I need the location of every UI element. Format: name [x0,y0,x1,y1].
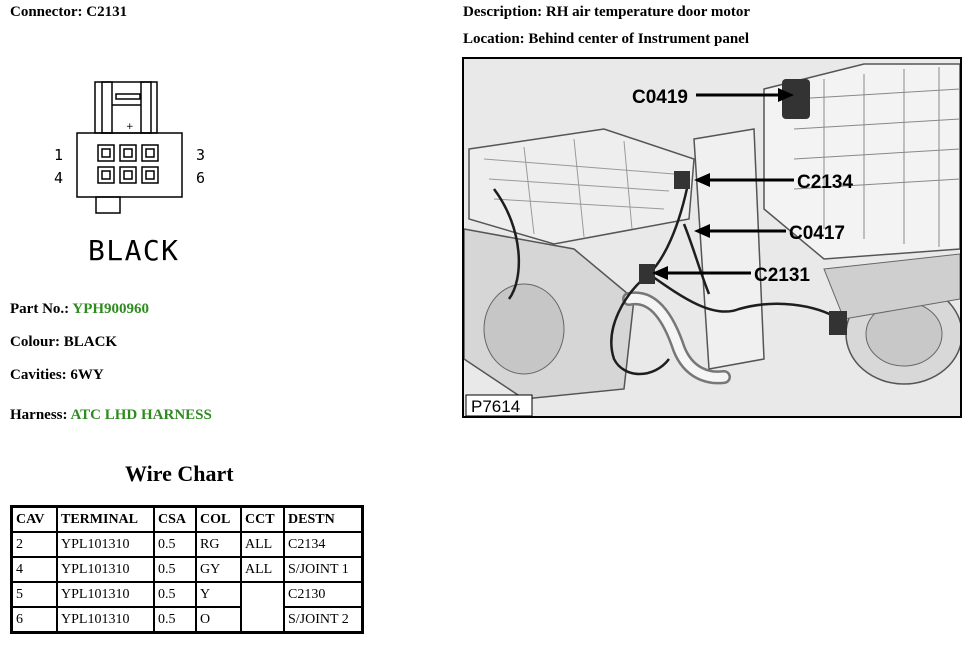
cell-csa: 0.5 [154,582,196,607]
cell-destn: S/JOINT 1 [284,557,363,582]
table-row [12,532,363,557]
pin-label-6: 6 [196,169,206,187]
location-field [463,31,749,48]
harness-label: Harness: [10,407,68,423]
location-illustration [464,59,960,416]
callout-c0419: C0419 [632,87,688,108]
connector-label: Connector: [10,4,83,20]
cell-terminal: YPL101310 [57,582,154,607]
location-figure [462,57,962,418]
header-cct: CCT [241,507,284,533]
part-no-label: Part No.: [10,301,70,317]
connector-field [10,4,127,21]
cavities-field [10,367,104,384]
cell-csa: 0.5 [154,607,196,633]
pin-label-1: 1 [54,146,64,164]
header-destn: DESTN [284,507,363,533]
wire-chart-title: Wire Chart [125,461,234,486]
header-terminal: TERMINAL [57,507,154,533]
center-mark: + [126,122,134,132]
cell-csa: 0.5 [154,532,196,557]
pin-label-3: 3 [196,146,206,164]
cell-cav: 2 [12,532,58,557]
cavities-value: 6WY [70,367,104,383]
callout-c2131: C2131 [754,265,810,286]
cavities-label: Cavities: [10,367,67,383]
callout-c0417: C0417 [789,223,845,244]
cell-cav: 6 [12,607,58,633]
description-value: RH air temperature door motor [545,4,751,20]
colour-label: Colour: [10,334,60,350]
cell-col: Y [196,582,241,607]
figure-ref: P7614 [471,397,521,416]
table-row [12,582,363,607]
connector-face-diagram [50,75,210,270]
cell-terminal: YPL101310 [57,607,154,633]
cell-cav: 5 [12,582,58,607]
description-field [463,4,750,21]
cell-terminal: YPL101310 [57,532,154,557]
cell-destn: C2130 [284,582,363,607]
cell-cct: ALL [241,532,284,557]
cell-cct: ALL [241,557,284,582]
cell-col: GY [196,557,241,582]
location-value: Behind center of Instrument panel [528,31,749,47]
location-label: Location: [463,31,525,47]
cell-cct-merged [241,582,284,633]
wire-chart-table [10,505,364,634]
connector-value: C2131 [86,4,128,20]
cell-terminal: YPL101310 [57,557,154,582]
header-csa: CSA [154,507,196,533]
colour-field [10,334,117,351]
part-no-value: YPH900960 [72,301,150,317]
cell-col: RG [196,532,241,557]
table-row [12,607,363,633]
part-no-field [10,301,149,318]
pin-label-4: 4 [54,169,64,187]
colour-value: BLACK [63,334,118,350]
description-label: Description: [463,4,543,20]
harness-field [10,407,212,424]
harness-value: ATC LHD HARNESS [70,407,212,423]
cell-cav: 4 [12,557,58,582]
cell-csa: 0.5 [154,557,196,582]
table-row [12,557,363,582]
cell-col: O [196,607,241,633]
header-cav: CAV [12,507,58,533]
connector-colour-text: BLACK [88,234,178,267]
header-col: COL [196,507,241,533]
callout-c2134: C2134 [797,172,853,193]
cell-destn: S/JOINT 2 [284,607,363,633]
table-header-row [12,507,363,533]
cell-destn: C2134 [284,532,363,557]
